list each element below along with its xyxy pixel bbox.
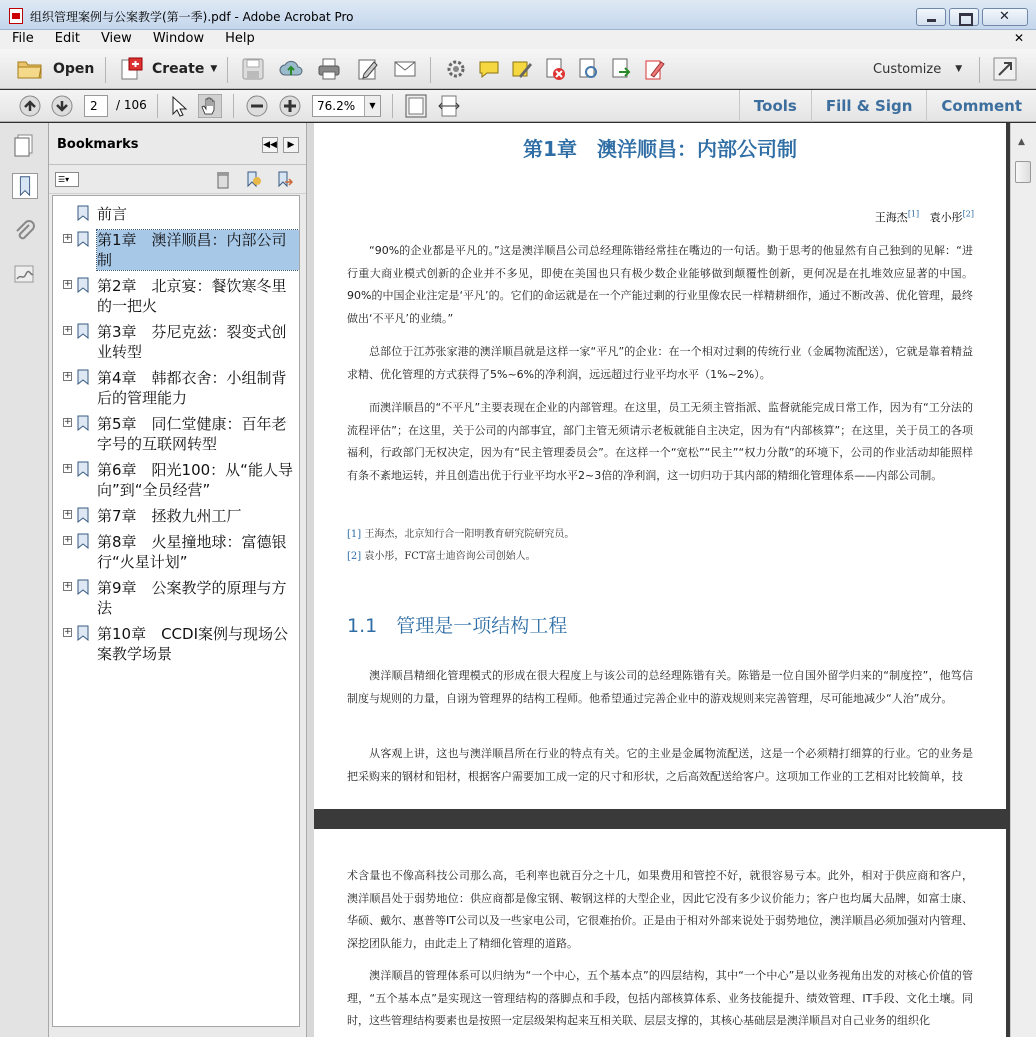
settings-gear-icon[interactable] (444, 57, 468, 81)
menu-edit[interactable]: Edit (54, 31, 80, 46)
body-paragraph: 澳洋顺昌的管理体系可以归纳为“一个中心，五个基本点”的四层结构，其中“一个中心”是以业务视角出发的对核心价值的管理，“五个基本点”是实现这一管理结构的落脚点和手段，包括内部核算体系、业务技能提升、绩效管理、IT手段、文化土壤。同时，这些管理结构要素也是按照一定层级架构起来互相关联、层层支撑的，其核心基础层是澳洋顺昌对自己业务的组织化 (347, 969, 973, 1027)
bookmark-label: 第8章 火星撞地球：富德银行“火星计划” (97, 533, 287, 571)
expand-icon[interactable]: + (64, 325, 72, 335)
cloud-upload-icon[interactable] (279, 57, 303, 81)
main-toolbar (0, 49, 1036, 89)
menu-help[interactable]: Help (225, 31, 255, 46)
body-paragraph: 而澳洋顺昌的“不平凡”主要表现在企业的内部管理。在这里，员工无须主管指派、监督就能完成日常工作，因为有“工分法的流程评估”；在这里，关于公司的内部事宜，部门主管无须请示老板就能自主决定，因为有“内部核算”；在这里，关于员工的各项福利，行政部门无权决定，因为有“民主管理委员会”。在这样一个“宽松”“民主”“权力分散”的环境下，公司的作业活动却能照样有条不紊地运转，并且创造出优于行业平均水平2~3倍的净利润，这一切归功于其内部的精细化管理体系——内部公司制。 (347, 401, 973, 482)
bookmark-flag-icon (77, 507, 89, 523)
document-view[interactable] (314, 123, 1010, 1037)
bookmark-flag-icon (77, 461, 89, 477)
expand-icon[interactable]: + (64, 417, 72, 427)
email-icon[interactable] (393, 57, 417, 81)
zoom-dropdown-icon[interactable]: ▼ (364, 96, 380, 116)
vertical-scrollbar[interactable] (1010, 123, 1036, 1037)
open-button[interactable] (17, 55, 94, 83)
bookmark-label: 第6章 阳光100：从“能人导向”到“全员经营” (97, 461, 293, 499)
pdf-page (314, 123, 1006, 809)
authors-line: 王海杰[1] 袁小彤[2] (874, 209, 974, 224)
scroll-thumb[interactable] (1015, 161, 1031, 183)
create-label: Create (152, 61, 205, 77)
open-label: Open (53, 61, 95, 77)
body-paragraph: 从客观上讲，这也与澳洋顺昌所在行业的特点有关。它的主业是金属物流配送，这是一个必须精打细算的行业。它的业务是把采购来的钢材和铝材，根据客户需要加工成一定的尺寸和形状，之后高效配送给客户。这项加工作业的工艺相对比较简单，技 (347, 747, 973, 783)
edit-document-icon[interactable] (356, 57, 380, 81)
create-button[interactable] (120, 55, 217, 83)
bookmarks-panel (49, 123, 306, 1037)
body-paragraph: 术含量也不像高科技公司那么高，毛利率也就百分之十几，如果费用和管控不好，就很容易亏本。此外，相对于供应商和客户，澳洋顺昌处于弱势地位：供应商都是像宝钢、鞍钢这样的大型企业，因此它没有多少议价能力；客户也均属大品牌，如富士康、华硕、戴尔、惠普等IT公司以及一些家电公司，它很难抬价。正是由于相对外部来说处于弱势地位，澳洋顺昌必须加强对内管理、深挖团队能力，由此走上了精细化管理的道路。 (347, 869, 973, 950)
customize-dropdown[interactable] (873, 55, 962, 83)
expand-icon[interactable]: + (64, 371, 72, 381)
signatures-icon[interactable] (12, 261, 38, 287)
navigation-toolbar (0, 90, 1036, 122)
bookmark-flag-icon (77, 533, 89, 549)
expand-icon[interactable]: + (64, 509, 72, 519)
comment-bubble-icon[interactable] (477, 57, 501, 81)
footnote: [1] 王海杰，北京知行合一阳明教育研究院研究员。 (347, 529, 575, 540)
expand-icon[interactable]: + (64, 581, 72, 591)
fit-width-icon[interactable] (437, 94, 461, 118)
bookmark-flag-icon (77, 625, 89, 641)
select-cursor-icon[interactable] (167, 94, 191, 118)
bookmark-label: 第7章 拯救九州工厂 (97, 507, 242, 525)
highlight-text-icon[interactable] (510, 57, 534, 81)
scroll-up-icon[interactable]: ▲ (1018, 137, 1025, 147)
menu-file[interactable]: File (12, 31, 34, 46)
bookmark-flag-icon (77, 277, 89, 293)
window-title: 组织管理案例与公案教学(第一季).pdf - Adobe Acrobat Pro (30, 10, 354, 24)
bookmarks-panel-icon[interactable] (12, 173, 38, 199)
customize-chevron-icon: ▼ (955, 64, 963, 74)
section-title: 1.1 管理是一项结构工程 (347, 615, 568, 637)
expand-icon[interactable]: + (64, 627, 72, 637)
collapse-panel-icon[interactable]: ◀◀ (262, 137, 278, 153)
bookmark-label: 前言 (97, 205, 128, 223)
menu-window[interactable]: Window (152, 31, 205, 46)
rotate-page-icon[interactable] (576, 57, 600, 81)
title-bar (0, 0, 1036, 30)
bookmark-flag-icon (77, 323, 89, 339)
expand-icon[interactable]: + (64, 279, 72, 289)
panel-splitter[interactable] (306, 123, 314, 1037)
zoom-level-select[interactable] (312, 95, 381, 117)
expand-icon[interactable]: + (64, 233, 72, 243)
bookmarks-title: Bookmarks (57, 137, 139, 152)
menu-view[interactable]: View (100, 31, 132, 46)
next-page-icon[interactable] (50, 94, 74, 118)
panel-options-icon[interactable]: ▶ (283, 137, 299, 153)
bookmark-label: 第4章 韩都衣舍：小组制背后的管理能力 (97, 369, 287, 407)
task-tabs (739, 90, 1036, 122)
customize-label: Customize (873, 61, 942, 77)
close-document-icon[interactable]: ✕ (1013, 31, 1024, 45)
delete-page-icon[interactable] (543, 57, 567, 81)
save-icon[interactable] (241, 57, 265, 81)
body-paragraph: 澳洋顺昌精细化管理模式的形成在很大程度上与该公司的总经理陈锴有关。陈锴是一位自国外留学归来的“制度控”，他笃信制度与规则的力量，自诩为管理界的结构工程师。他希望通过完善企业中的游戏规则来完善管理，尽可能地减少“人治”成分。 (347, 669, 973, 705)
body-paragraph: “90%的企业都是平凡的。”这是澳洋顺昌公司总经理陈锴经常挂在嘴边的一句话。勤于思考的他显然有自己独到的见解：“进行重大商业模式创新的企业并不多见，即使在美国也只有极少数企业能够做到颠覆性创新，更何况是在扎堆效应显著的中国。90%的中国企业注定是‘平凡’的。它们的命运就是在一个产能过剩的行业里像农民一样精耕细作，通过不断改善、优化管理，最终做出‘不平凡’的业绩。” (347, 244, 973, 325)
bookmark-label: 第10章 CCDI案例与现场公案教学场景 (97, 625, 289, 663)
zoom-out-icon[interactable] (245, 94, 269, 118)
minimize-button[interactable] (916, 8, 946, 26)
attachments-paperclip-icon[interactable] (12, 219, 38, 245)
chapter-title: 第1章 澳洋顺昌：内部公司制 (523, 137, 797, 161)
bookmark-label: 第2章 北京宴：餐饮寒冬里的一把火 (97, 277, 287, 315)
edit-pdf-icon[interactable] (642, 57, 666, 81)
expand-window-icon[interactable] (993, 57, 1017, 81)
zoom-value: 76.2% (317, 99, 356, 113)
bookmark-options-menu-icon[interactable]: ☰▾ (55, 172, 79, 187)
bookmark-flag-icon (77, 415, 89, 431)
bookmark-label: 第5章 同仁堂健康：百年老字号的互联网转型 (97, 415, 287, 453)
navigation-rail (0, 123, 49, 1037)
folder-icon (17, 58, 43, 80)
bookmark-label: 第9章 公案教学的原理与方法 (97, 579, 287, 617)
new-bookmark-icon[interactable] (244, 170, 262, 188)
expand-bookmark-icon[interactable] (275, 170, 293, 188)
bookmark-label: 第1章 澳洋顺昌：内部公司制 (97, 230, 299, 270)
previous-page-icon[interactable] (18, 94, 42, 118)
delete-bookmark-icon[interactable] (215, 171, 231, 189)
bookmark-flag-icon (77, 231, 89, 247)
page-thumbnails-icon[interactable] (12, 133, 38, 159)
tab-tools[interactable]: Tools (739, 90, 811, 122)
zoom-in-icon[interactable] (278, 94, 302, 118)
bookmark-flag-icon (77, 369, 89, 385)
create-dropdown-icon: ▼ (210, 64, 218, 74)
bookmark-label: 第3章 芬尼克兹：裂变式创业转型 (97, 323, 287, 361)
bookmark-list (52, 195, 300, 1027)
bookmark-flag-icon (77, 205, 89, 221)
print-icon[interactable] (317, 57, 341, 81)
tab-fill-sign[interactable]: Fill & Sign (811, 90, 927, 122)
page-total: / 106 (116, 98, 147, 112)
footnote: [2] 袁小彤，FCT富士迪咨询公司创始人。 (347, 551, 536, 562)
maximize-button[interactable] (949, 8, 979, 26)
pdf-page (314, 829, 1006, 1037)
hand-tool-icon[interactable] (198, 94, 222, 118)
extract-page-icon[interactable] (609, 57, 633, 81)
close-button[interactable] (982, 8, 1028, 26)
expand-icon[interactable]: + (64, 463, 72, 473)
acrobat-app-icon (9, 8, 23, 24)
expand-icon[interactable]: + (64, 535, 72, 545)
page-number-input[interactable]: 2 (84, 95, 108, 117)
bookmark-flag-icon (77, 579, 89, 595)
menu-bar (0, 30, 1036, 49)
fit-page-icon[interactable] (404, 94, 428, 118)
body-paragraph: 总部位于江苏张家港的澳洋顺昌就是这样一家“平凡”的企业：在一个相对过剩的传统行业（金属物流配送），它就是靠着精益求精、优化管理的方式获得了5%~6%的净利润，远远超过行业平均水平（1%~2%）。 (347, 345, 973, 381)
create-pdf-icon (120, 57, 144, 81)
tab-comment[interactable]: Comment (926, 90, 1036, 122)
